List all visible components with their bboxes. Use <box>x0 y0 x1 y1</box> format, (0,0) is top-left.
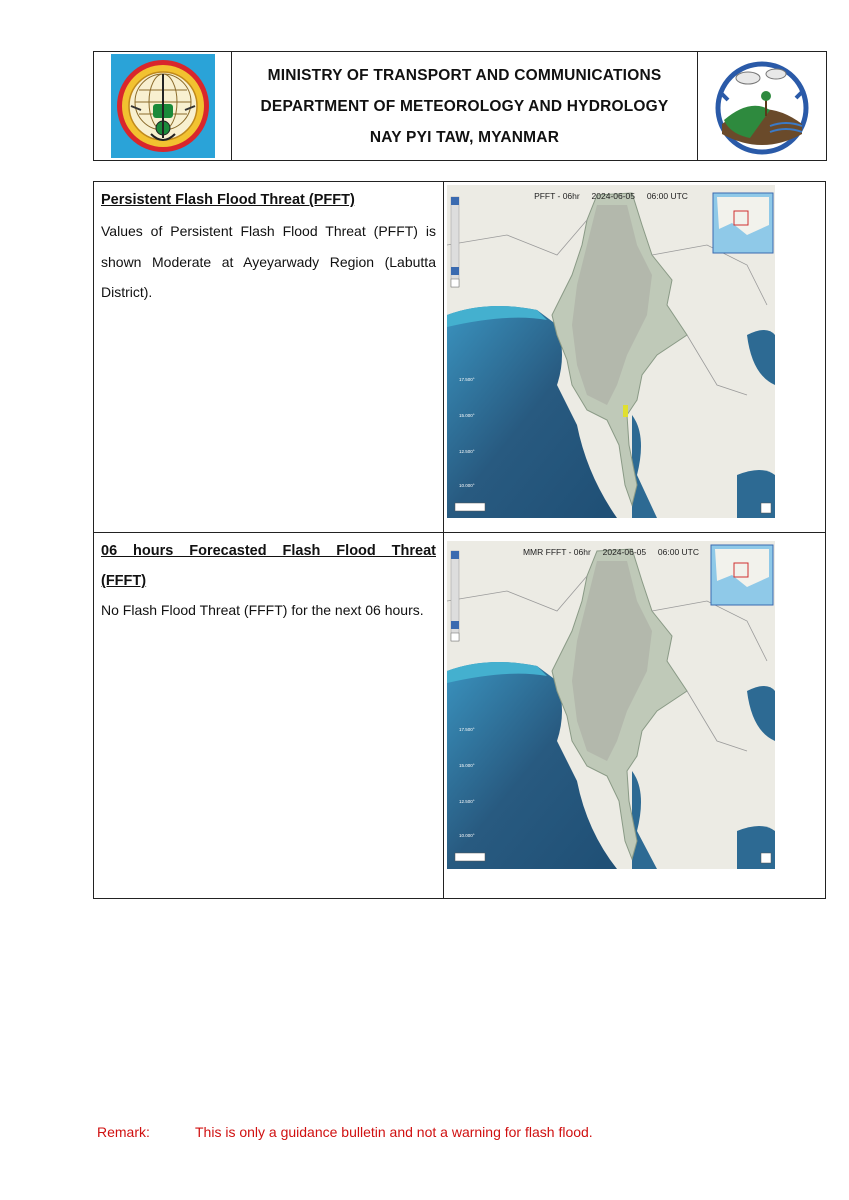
svg-text:17.500°: 17.500° <box>459 727 475 732</box>
pfft-map-title: PFFT - 06hr 2024-06-05 06:00 UTC <box>534 191 688 201</box>
pfft-row <box>94 182 825 533</box>
ministry-emblem-icon <box>111 54 215 158</box>
pfft-map-image <box>447 185 775 518</box>
svg-text:10.000°: 10.000° <box>459 483 475 488</box>
ffft-title-line2: (FFFT) <box>101 573 147 589</box>
ffft-map-title: MMR FFFT - 06hr 2024-06-05 06:00 UTC <box>522 547 700 557</box>
ministry-logo <box>94 52 232 160</box>
svg-text:12.500°: 12.500° <box>459 449 475 454</box>
svg-text:10.000°: 10.000° <box>459 833 475 838</box>
header-line-location: NAY PYI TAW, MYANMAR <box>369 128 560 146</box>
pfft-map <box>447 185 775 518</box>
water-cycle-logo-icon <box>710 54 814 158</box>
header-title-block <box>232 52 698 160</box>
ffft-description: No Flash Flood Threat (FFFT) for the next 06 hours. <box>101 602 424 618</box>
pfft-map-cell <box>444 182 825 532</box>
pfft-text-cell <box>94 182 444 532</box>
remark-text: This is only a guidance bulletin and not a warning for flash flood. <box>195 1124 593 1140</box>
svg-text:12.500°: 12.500° <box>459 799 475 804</box>
svg-text:17.500°: 17.500° <box>459 377 475 382</box>
ffft-map-image <box>447 541 775 869</box>
header-line-department: DEPARTMENT OF METEOROLOGY AND HYDROLOGY <box>260 97 669 115</box>
bulletin-header <box>93 51 827 161</box>
svg-text:15.000°: 15.000° <box>459 413 475 418</box>
ffft-text-cell <box>94 533 444 898</box>
ffft-title-line1: 06 hours Forecasted Flash Flood Threat <box>101 543 436 559</box>
header-line-ministry: MINISTRY OF TRANSPORT AND COMMUNICATIONS <box>267 66 662 84</box>
pfft-title: Persistent Flash Flood Threat (PFFT) <box>101 192 355 208</box>
ffft-map-cell <box>444 533 825 898</box>
remark-label: Remark: <box>97 1124 150 1140</box>
remark <box>97 1124 593 1140</box>
pfft-description: Values of Persistent Flash Flood Threat (PFFT) is shown Moderate at Ayeyarwady Region (Labutta District). <box>101 223 436 300</box>
forecast-table <box>93 181 826 899</box>
ffft-map <box>447 541 775 869</box>
ffft-row <box>94 533 825 898</box>
department-logo <box>698 52 826 160</box>
svg-text:15.000°: 15.000° <box>459 763 475 768</box>
